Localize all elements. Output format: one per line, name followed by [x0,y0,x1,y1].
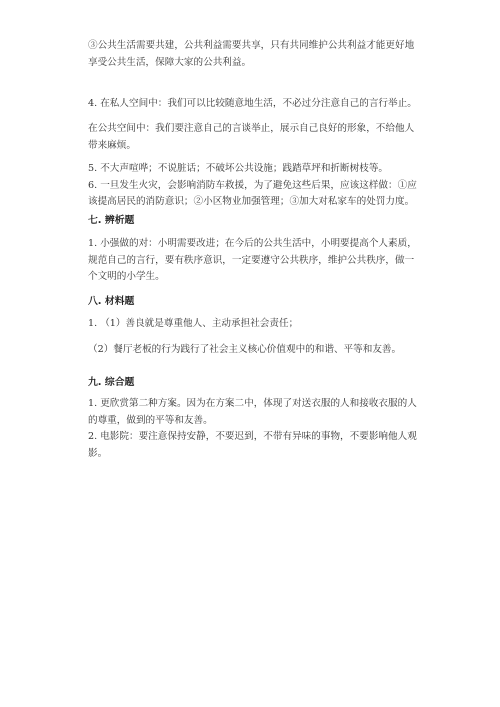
section-heading: 九. 综合题 [88,377,135,388]
answer-paragraph: 在公共空间中：我们要注意自己的言谈举止，展示自己良好的形象，不给他人 带来麻烦。 [88,123,415,151]
answer-paragraph: 1. （1）善良就是尊重他人、主动承担社会责任； [88,318,299,329]
section-heading: 八. 材料题 [88,296,135,307]
answer-paragraph: 1. 小强做的对：小明需要改进；在今后的公共生活中，小明要提高个人素质， 规范自己的言行，要有秩序意识，一定要遵守公共秩序，维护公共秩序，做一 个文明的小学生。 [88,238,417,282]
answer-paragraph: ③公共生活需要共建，公共利益需要共享，只有共同维护公共利益才能更好地 享受公共生活，保障大家的公共利益。 [88,40,415,68]
answer-paragraph: 5. 不大声喧哗；不说脏话；不破坏公共设施；践踏草坪和折断树枝等。 6. 一旦发生火灾，会影响消防车救援，为了避免这些后果，应该这样做：①应 该提高居民的消防意识；②小区物业加强管理；③加大对私家车的处罚力度。 [88,163,417,207]
answer-paragraph: （2）餐厅老板的行为践行了社会主义核心价值观中的和谐、平等和友善。 [88,344,402,355]
answer-paragraph: 4. 在私人空间中：我们可以比较随意地生活，不必过分注意自己的言行举止。 [88,98,417,109]
answer-paragraph: 1. 更欣赏第二种方案。因为在方案二中，体现了对送衣服的人和接收衣服的人 的尊重，做到的平等和友善。 2. 电影院：要注意保持安静，不要迟到，不带有异味的事物，不要影响他人观 影。 [88,398,417,459]
section-heading: 七. 辨析题 [88,215,135,226]
